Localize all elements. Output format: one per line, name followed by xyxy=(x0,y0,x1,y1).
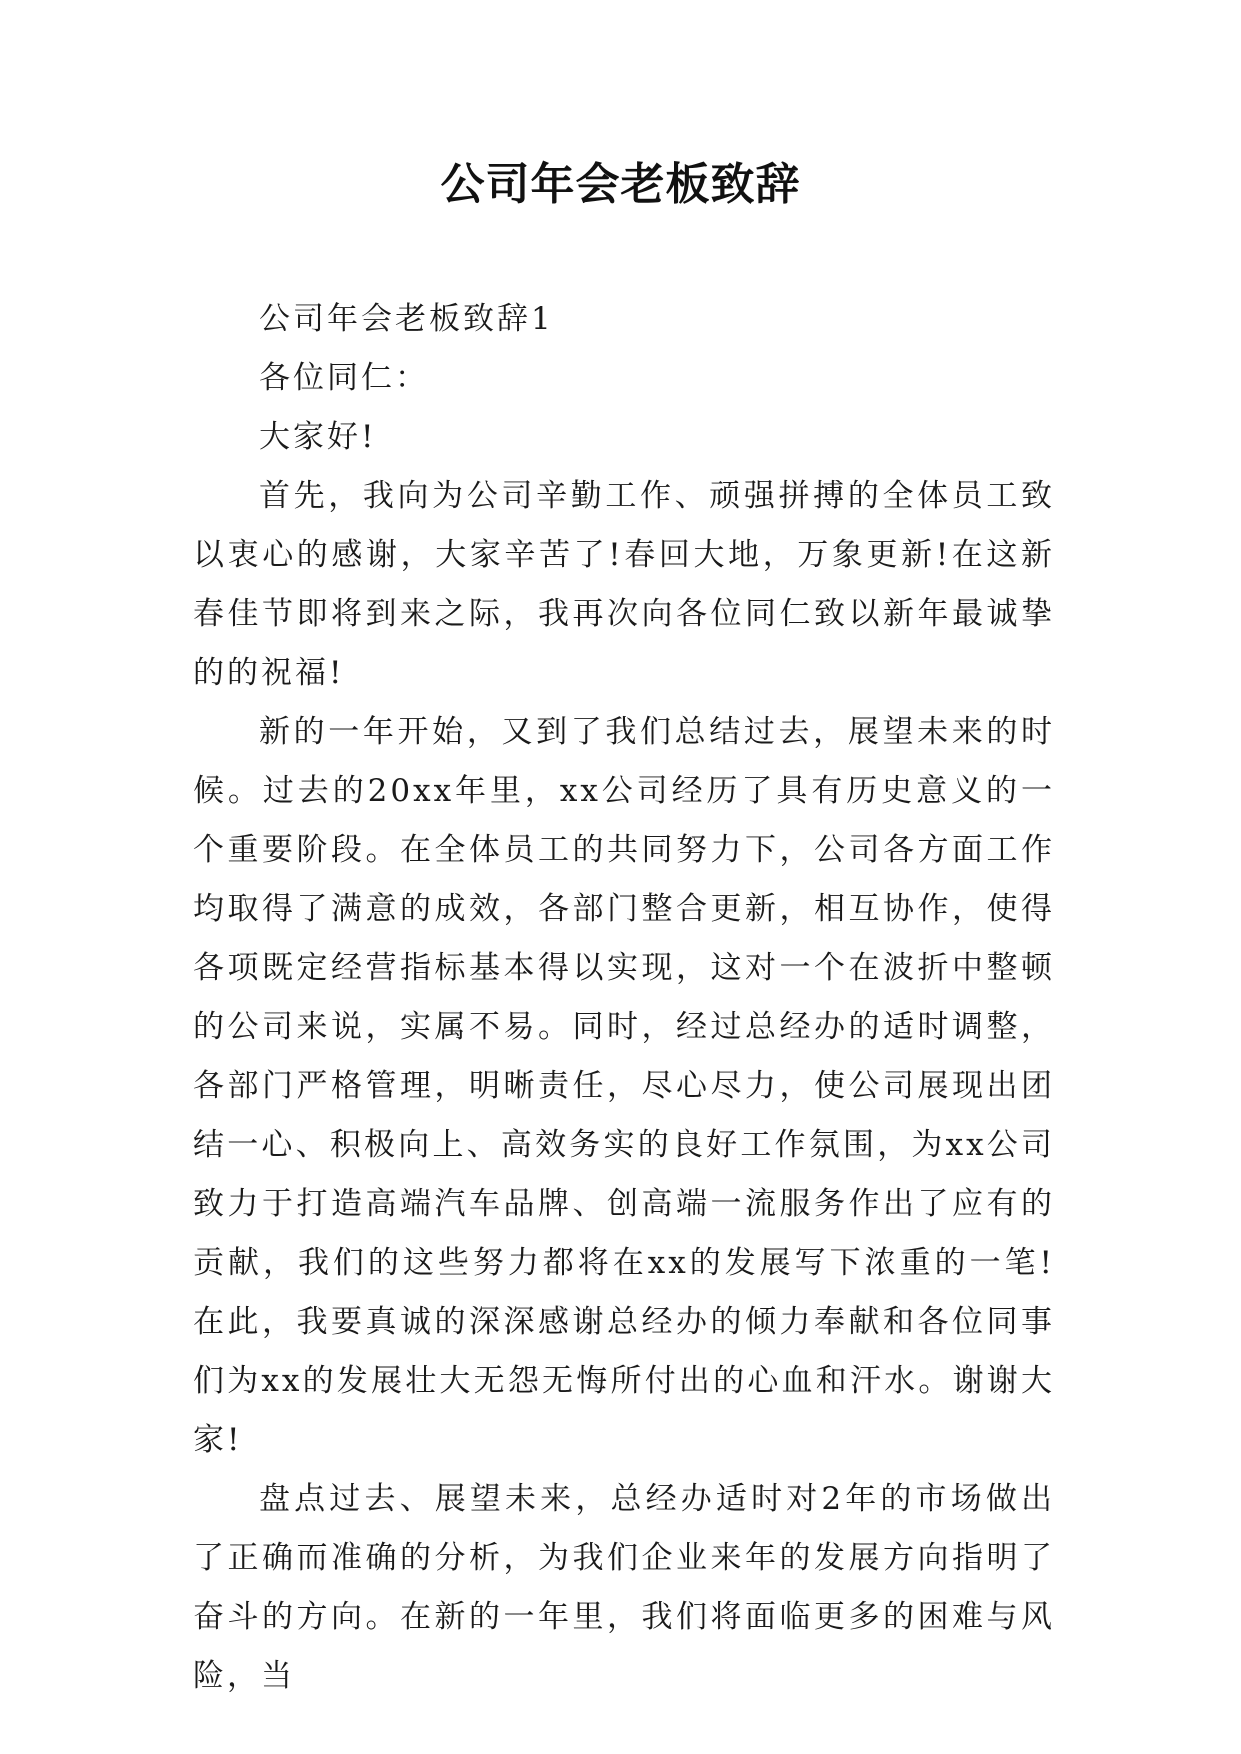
document-title: 公司年会老板致辞 xyxy=(440,159,801,210)
salutation: 各位同仁： xyxy=(259,360,429,396)
body-paragraph-review: 新的一年开始，又到了我们总结过去，展望未来的时候。过去的20xx年里，xx公司经历了具有历史意义的一个重要阶段。在全体员工的共同努力下，公司各方面工作均取得了满意的成效，各部门整合更新，相互协作，使得各项既定经营指标基本得以实现，这对一个在波折中整顿的公司来说，实属不易。同时，经过总经办的适时调整，各部门严格管理，明晰责任，尽心尽力，使公司展现出团结一心、积极向上、高效务实的良好工作氛围，为xx公司致力于打造高端汽车品牌、创高端一流服务作出了应有的贡献，我们的这些努力都将在xx的发展写下浓重的一笔!在此，我要真诚的深深感谢总经办的倾力奉献和各位同事们为xx的发展壮大无怨无悔所付出的心血和汗水。谢谢大家! xyxy=(193,714,1055,1458)
speech-heading: 公司年会老板致辞1 xyxy=(259,301,554,337)
greeting: 大家好! xyxy=(259,419,377,455)
body-paragraph-thanks: 首先，我向为公司辛勤工作、顽强拼搏的全体员工致以衷心的感谢，大家辛苦了!春回大地，万象更新!在这新春佳节即将到来之际，我再次向各位同仁致以新年最诚挚的的祝福! xyxy=(193,478,1055,691)
document-body xyxy=(193,290,1055,1706)
body-paragraph-outlook: 盘点过去、展望未来，总经办适时对2年的市场做出了正确而准确的分析，为我们企业来年的发展方向指明了奋斗的方向。在新的一年里，我们将面临更多的困难与风险，当 xyxy=(193,1481,1055,1694)
